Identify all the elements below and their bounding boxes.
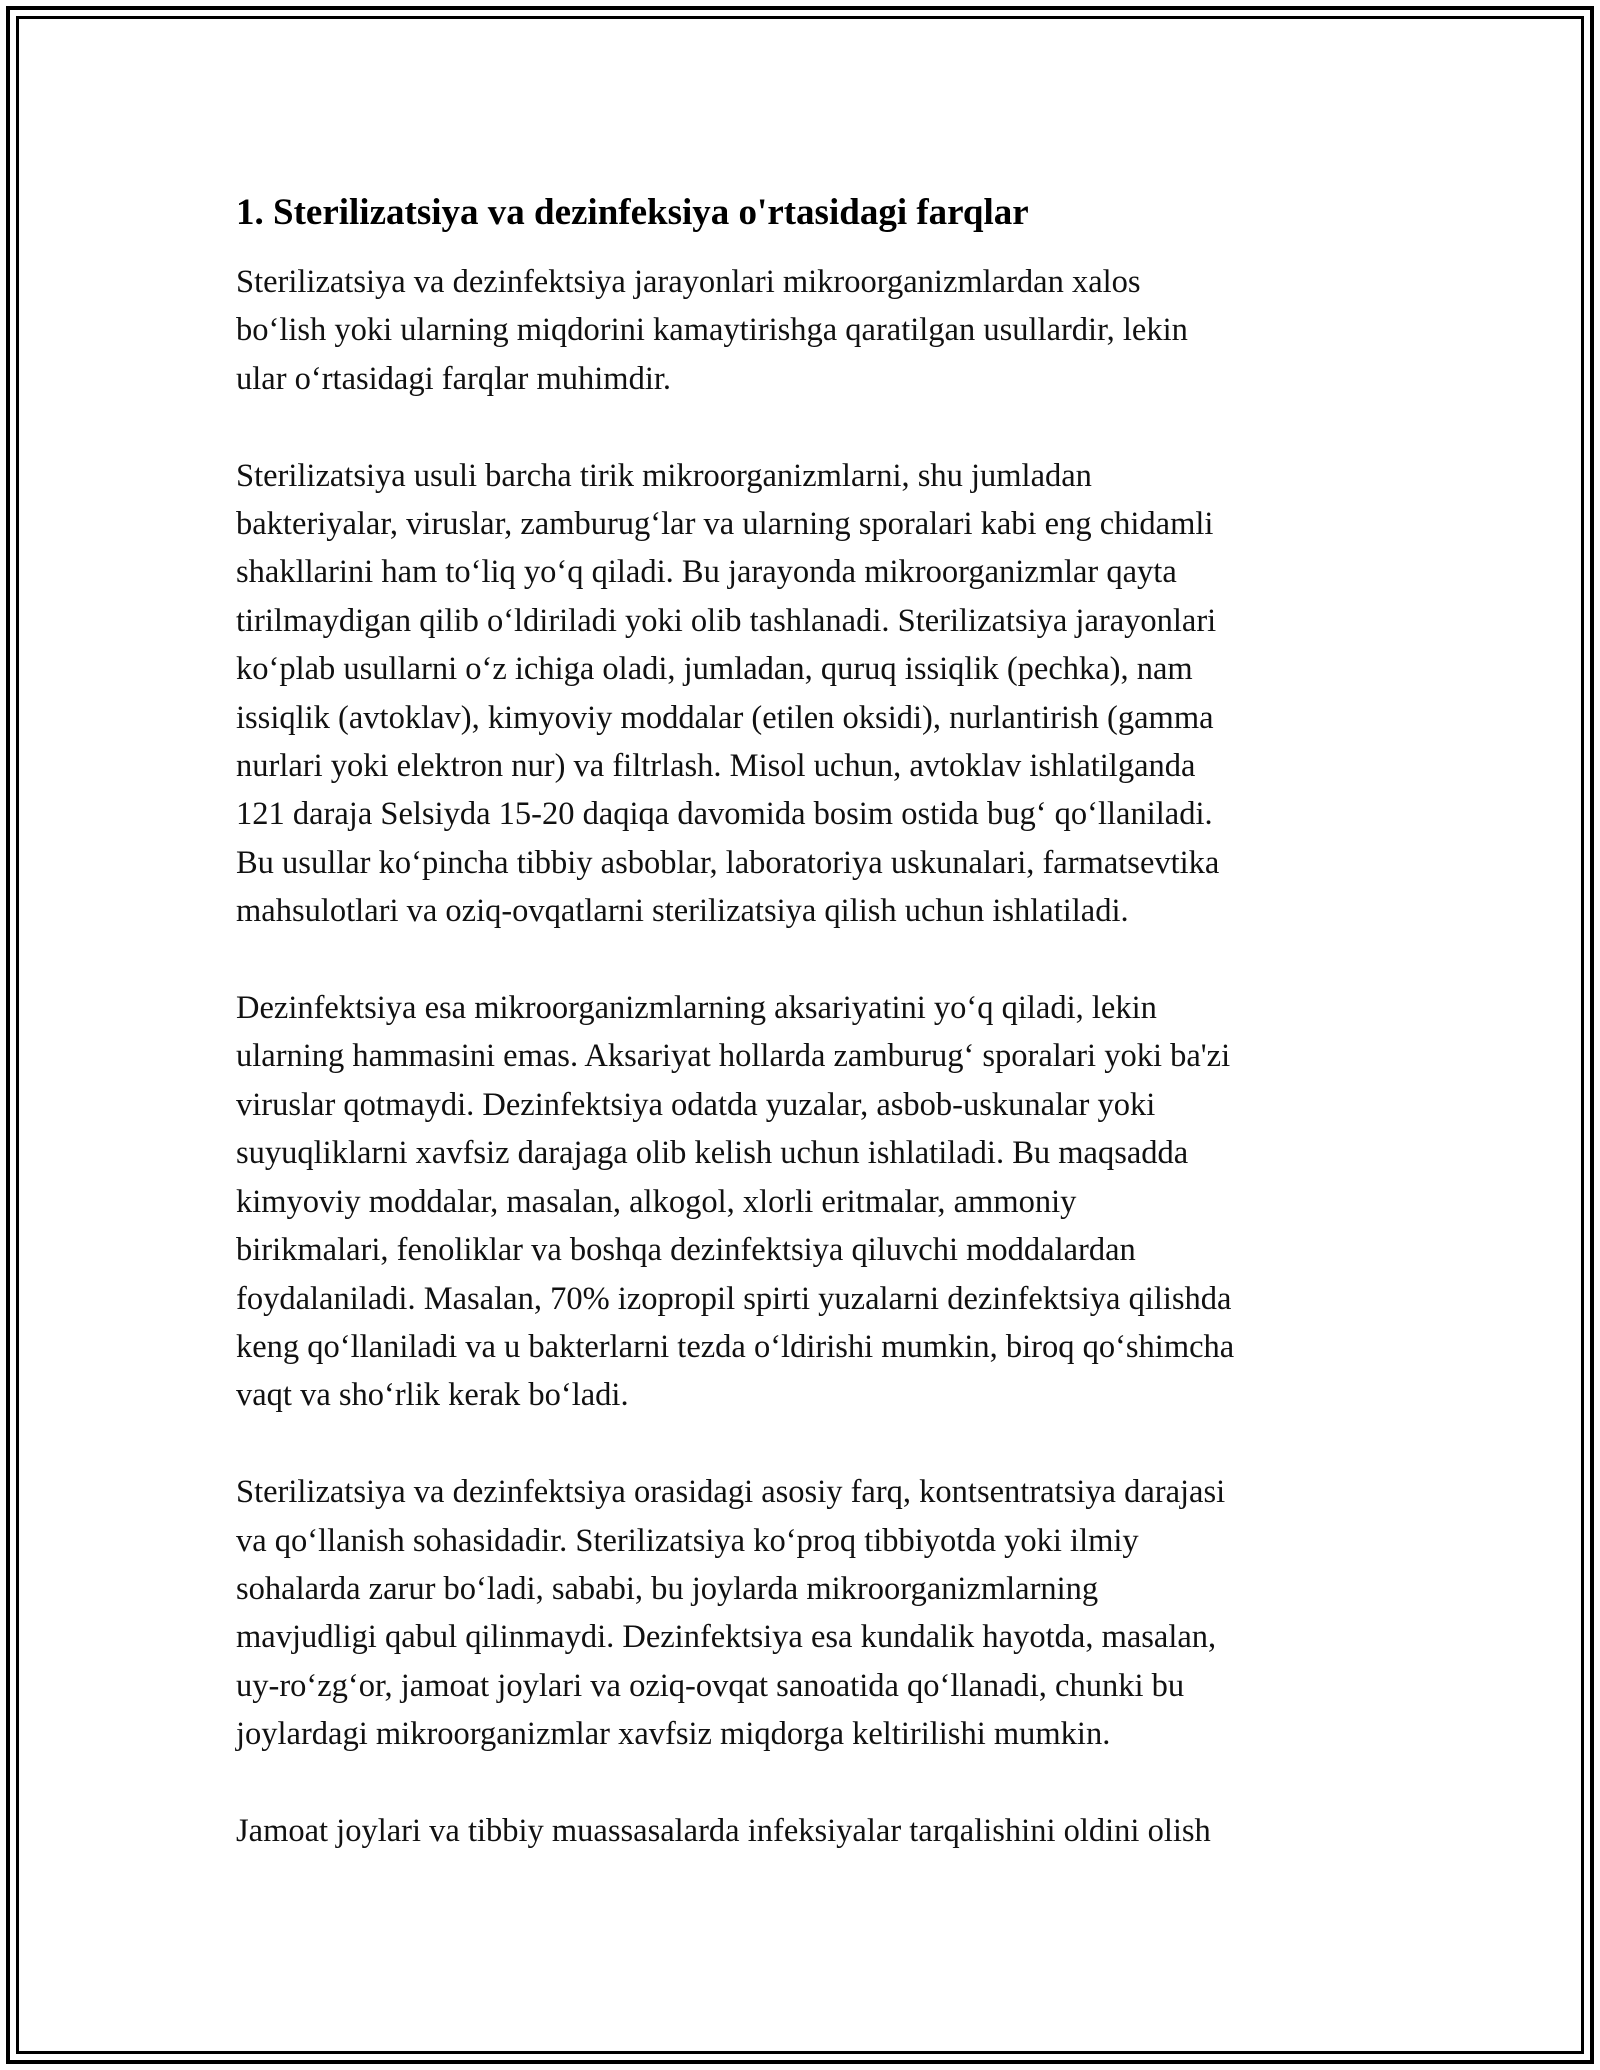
paragraph-line: shakllarini ham toʻliq yoʻq qiladi. Bu jarayonda mikroorganizmlar qayta xyxy=(236,554,1177,591)
paragraph-line: Bu usullar koʻpincha tibbiy asboblar, laboratoriya uskunalari, farmatsevtika xyxy=(236,844,1220,881)
paragraph-line: viruslar qotmaydi. Dezinfektsiya odatda yuzalar, asbob-uskunalar yoki xyxy=(236,1086,1156,1123)
paragraph-line: Jamoat joylari va tibbiy muassasalarda infeksiyalar tarqalishini oldini olish xyxy=(236,1812,1211,1849)
paragraph-line: birikmalari, fenoliklar va boshqa dezinfektsiya qiluvchi moddalardan xyxy=(236,1232,1136,1269)
paragraph-line: Sterilizatsiya va dezinfektsiya orasidagi asosiy farq, kontsentratsiya darajasi xyxy=(236,1474,1226,1511)
paragraph-line: va qoʻllanish sohasidadir. Sterilizatsiya koʻproq tibbiyotda yoki ilmiy xyxy=(236,1522,1139,1559)
paragraph-line: tirilmaydigan qilib oʻldiriladi yoki olib tashlanadi. Sterilizatsiya jarayonlari xyxy=(236,602,1217,639)
paragraph-line: ularning hammasini emas. Aksariyat hollarda zamburugʻ sporalari yoki ba'zi xyxy=(236,1038,1231,1075)
paragraph xyxy=(236,452,1366,936)
paragraph-line: boʻlish yoki ularning miqdorini kamaytirishga qaratilgan usullardir, lekin xyxy=(236,312,1188,349)
paragraph-line: ular oʻrtasidagi farqlar muhimdir. xyxy=(236,360,672,397)
paragraph-list xyxy=(236,258,1366,1855)
paragraph-line: bakteriyalar, viruslar, zamburugʻlar va ularning sporalari kabi eng chidamli xyxy=(236,506,1214,543)
paragraph-line: suyuqliklarni xavfsiz darajaga olib kelish uchun ishlatiladi. Bu maqsadda xyxy=(236,1135,1189,1172)
paragraph-line: uy-roʻzgʻor, jamoat joylari va oziq-ovqat sanoatida qoʻllanadi, chunki bu xyxy=(236,1667,1185,1704)
paragraph-line: nurlari yoki elektron nur) va filtrlash. Misol uchun, avtoklav ishlatilganda xyxy=(236,748,1196,785)
paragraph-line: koʻplab usullarni oʻz ichiga oladi, jumladan, quruq issiqlik (pechka), nam xyxy=(236,651,1193,688)
paragraph xyxy=(236,258,1366,403)
section-heading: 1. Sterilizatsiya va dezinfeksiya o'rtasidagi farqlar xyxy=(236,192,1029,233)
paragraph-line: mahsulotlari va oziq-ovqatlarni sterilizatsiya qilish uchun ishlatiladi. xyxy=(236,893,1129,930)
paragraph xyxy=(236,1468,1366,1758)
paragraph-line: joylardagi mikroorganizmlar xavfsiz miqdorga keltirilishi mumkin. xyxy=(236,1716,1111,1753)
document-body xyxy=(236,188,1366,1904)
paragraph xyxy=(236,1807,1366,1855)
paragraph-line: issiqlik (avtoklav), kimyoviy moddalar (etilen oksidi), nurlantirish (gamma xyxy=(236,699,1214,736)
paragraph-line: keng qoʻllaniladi va u bakterlarni tezda oʻldirishi mumkin, biroq qoʻshimcha xyxy=(236,1328,1235,1365)
paragraph-line: sohalarda zarur boʻladi, sababi, bu joylarda mikroorganizmlarning xyxy=(236,1570,1099,1607)
paragraph-line: Sterilizatsiya usuli barcha tirik mikroorganizmlarni, shu jumladan xyxy=(236,457,1092,494)
paragraph-line: Dezinfektsiya esa mikroorganizmlarning aksariyatini yoʻq qiladi, lekin xyxy=(236,990,1157,1027)
paragraph-line: foydalaniladi. Masalan, 70% izopropil spirti yuzalarni dezinfektsiya qilishda xyxy=(236,1280,1232,1317)
paragraph xyxy=(236,984,1366,1420)
paragraph-line: mavjudligi qabul qilinmaydi. Dezinfektsiya esa kundalik hayotda, masalan, xyxy=(236,1619,1217,1656)
paragraph-line: kimyoviy moddalar, masalan, alkogol, xlorli eritmalar, ammoniy xyxy=(236,1183,1077,1220)
paragraph-line: Sterilizatsiya va dezinfektsiya jarayonlari mikroorganizmlardan xalos xyxy=(236,264,1141,300)
paragraph-line: 121 daraja Selsiyda 15-20 daqiqa davomida bosim ostida bugʻ qoʻllaniladi. xyxy=(236,796,1213,833)
paragraph-line: vaqt va shoʻrlik kerak boʻladi. xyxy=(236,1377,629,1414)
